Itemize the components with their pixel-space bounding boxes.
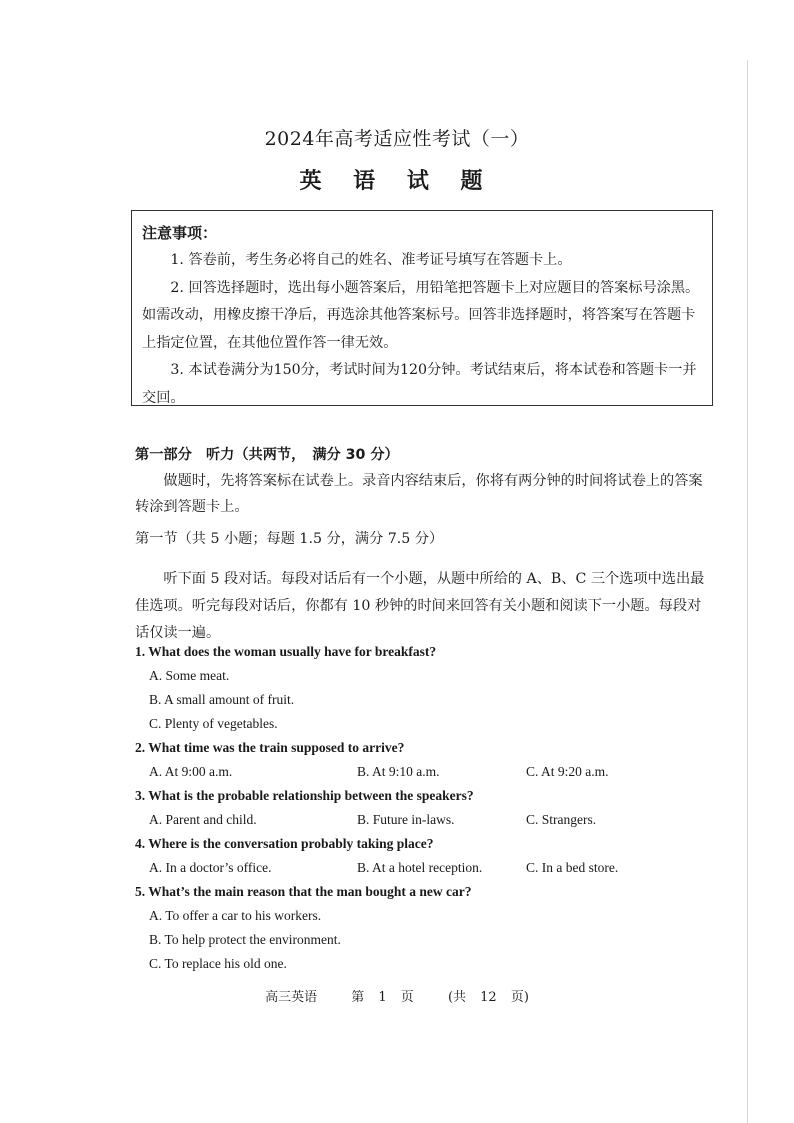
footer-subject: 高三英语 — [265, 990, 318, 1005]
question-stem: 1. What does the woman usually have for breakfast? — [135, 644, 437, 659]
notice-item-3: 3. 本试卷满分为150分，考试时间为120分钟。考试结束后，将本试卷和答题卡一并交回。 — [142, 362, 697, 406]
question-option: C. At 9:20 a.m. — [526, 764, 609, 779]
part-instruction: 做题时，先将答案标在试卷上。录音内容结束后，你将有两分钟的时间将试卷上的答案转涂到答题卡上。 — [135, 473, 703, 515]
notice-item-1: 1. 答卷前，考生务必将自己的姓名、准考证号填写在答题卡上。 — [170, 252, 572, 268]
section-heading: 第一节（共 5 小题；每题 1.5 分，满分 7.5 分） — [135, 531, 444, 547]
notice-item-2: 2. 回答选择题时，选出每小题答案后，用铅笔把答题卡上对应题目的答案标号涂黑。如需改动，用橡皮擦干净后，再选涂其他答案标号。回答非选择题时，将答案写在答题卡上指定位置，在其他位置作答一律无效。 — [142, 279, 700, 351]
question-option: A. To offer a car to his workers. — [149, 908, 322, 923]
question-option: B. At a hotel reception. — [357, 860, 483, 875]
part-one-listening — [135, 442, 705, 647]
page-footer — [0, 986, 794, 1005]
question-option: A. At 9:00 a.m. — [149, 764, 233, 779]
question-option: A. Some meat. — [149, 668, 230, 683]
question-option: C. Strangers. — [526, 812, 597, 827]
question-stem: 5. What’s the main reason that the man bought a new car? — [135, 884, 472, 899]
question-stem: 3. What is the probable relationship between the speakers? — [135, 788, 474, 803]
question-option: C. In a bed store. — [526, 860, 619, 875]
footer-page-number: 第 1 页 — [351, 990, 414, 1005]
question-stem: 2. What time was the train supposed to arrive? — [135, 740, 405, 755]
question-option: B. Future in-laws. — [357, 812, 455, 827]
question-option: A. Parent and child. — [149, 812, 257, 827]
option-row — [135, 856, 705, 880]
notice-heading: 注意事项： — [142, 224, 218, 242]
listen-instruction: 听下面 5 段对话。每段对话后有一个小题，从题中所给的 A、B、C 三个选项中选出最佳选项。听完每段对话后，你都有 10 秒钟的时间来回答有关小题和阅读下一小题。每段对话仅读一遍。 — [135, 571, 705, 641]
option-row — [135, 760, 705, 784]
question-option: A. In a doctor’s office. — [149, 860, 272, 875]
question-option: B. A small amount of fruit. — [149, 692, 295, 707]
exam-title: 2024年高考适应性考试（一） — [264, 128, 530, 150]
page-edge-line — [747, 60, 748, 1123]
option-row — [135, 808, 705, 832]
question-option: B. At 9:10 a.m. — [357, 764, 440, 779]
exam-subtitle: 英 语 试 题 — [299, 168, 495, 194]
question-option: B. To help protect the environment. — [149, 932, 341, 947]
part-heading: 第一部分 听力（共两节， 满分 30 分） — [135, 447, 399, 463]
notice-box — [131, 210, 713, 406]
question-list — [135, 640, 705, 976]
question-option: C. To replace his old one. — [149, 956, 287, 971]
question-stem: 4. Where is the conversation probably taking place? — [135, 836, 434, 851]
footer-total-pages: (共 12 页) — [447, 990, 529, 1005]
question-option: C. Plenty of vegetables. — [149, 716, 278, 731]
